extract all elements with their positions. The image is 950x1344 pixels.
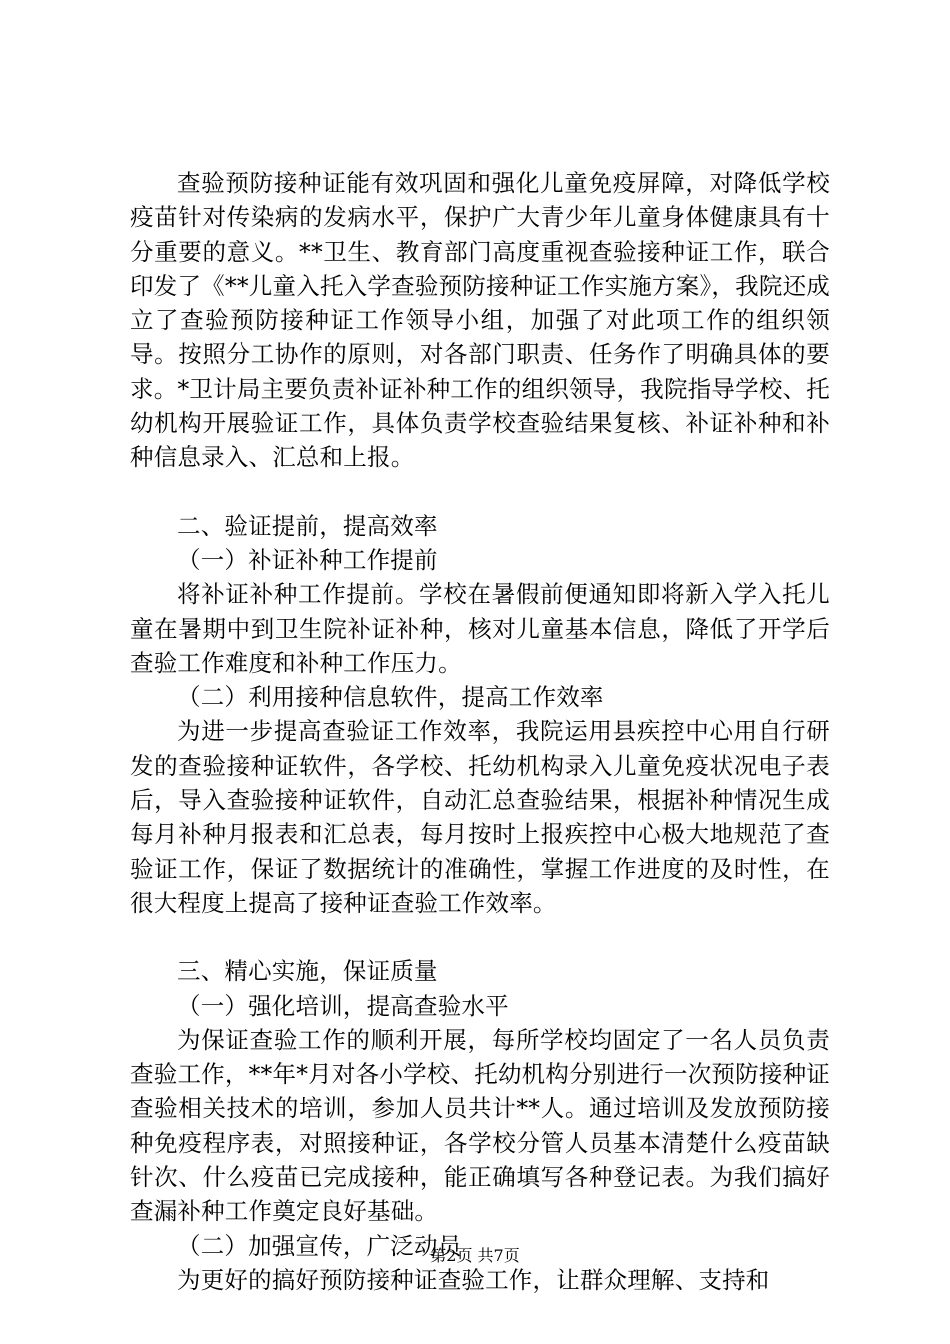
document-body [130,166,830,1297]
paragraph-gap [130,920,830,954]
subsection-heading-2-1: （一）补证补种工作提前 [177,545,438,574]
subsection-heading-2-2: （二）利用接种信息软件，提高工作效率 [177,683,604,712]
paragraph-3-2: 为更好的搞好预防接种证查验工作，让群众理解、支持和 [177,1265,770,1294]
section-heading-2: 二、验证提前，提高效率 [177,511,438,540]
paragraph-2-1: 将补证补种工作提前。学校在暑假前便通知即将新入学入托儿童在暑期中到卫生院补证补种，核对儿童基本信息，降低了开学后查验工作难度和补种工作压力。 [130,580,830,677]
subsection-heading-3-2: （二）加强宣传，广泛动员 [177,1231,462,1260]
subsection-heading-3-1: （一）强化培训，提高查验水平 [177,991,509,1020]
section-heading-3: 三、精心实施，保证质量 [177,957,438,986]
paragraph-gap [130,475,830,509]
paragraph-3-1: 为保证查验工作的顺利开展，每所学校均固定了一名人员负责查验工作，**年*月对各小学校、托幼机构分别进行一次预防接种证查验相关技术的培训，参加人员共计**人。通过培训及发放预防接种免疫程序表，对照接种证，各学校分管人员基本清楚什么疫苗缺针次、什么疫苗已完成接种，能正确填写各种登记表。为我们搞好查漏补种工作奠定良好基础。 [130,1025,830,1226]
paragraph-2-2: 为进一步提高查验证工作效率，我院运用县疾控中心用自行研发的查验接种证软件，各学校、托幼机构录入儿童免疫状况电子表后，导入查验接种证软件，自动汇总查验结果，根据补种情况生成每月补种月报表和汇总表，每月按时上报疾控中心极大地规范了查验证工作，保证了数据统计的准确性，掌握工作进度的及时性，在很大程度上提高了接种证查验工作效率。 [130,717,830,917]
paragraph-intro: 查验预防接种证能有效巩固和强化儿童免疫屏障，对降低学校疫苗针对传染病的发病水平，保护广大青少年儿童身体健康具有十分重要的意义。**卫生、教育部门高度重视查验接种证工作，联合印发了《**儿童入托入学查验预防接种证工作实施方案》，我院还成立了查验预防接种证工作领导小组，加强了对此项工作的组织领导。按照分工协作的原则，对各部门职责、任务作了明确具体的要求。*卫计局主要负责补证补种工作的组织领导，我院指导学校、托幼机构开展验证工作，具体负责学校查验结果复核、补证补种和补种信息录入、汇总和上报。 [130,169,830,472]
page-number-footer: 第2页 共7页 [430,1246,520,1265]
